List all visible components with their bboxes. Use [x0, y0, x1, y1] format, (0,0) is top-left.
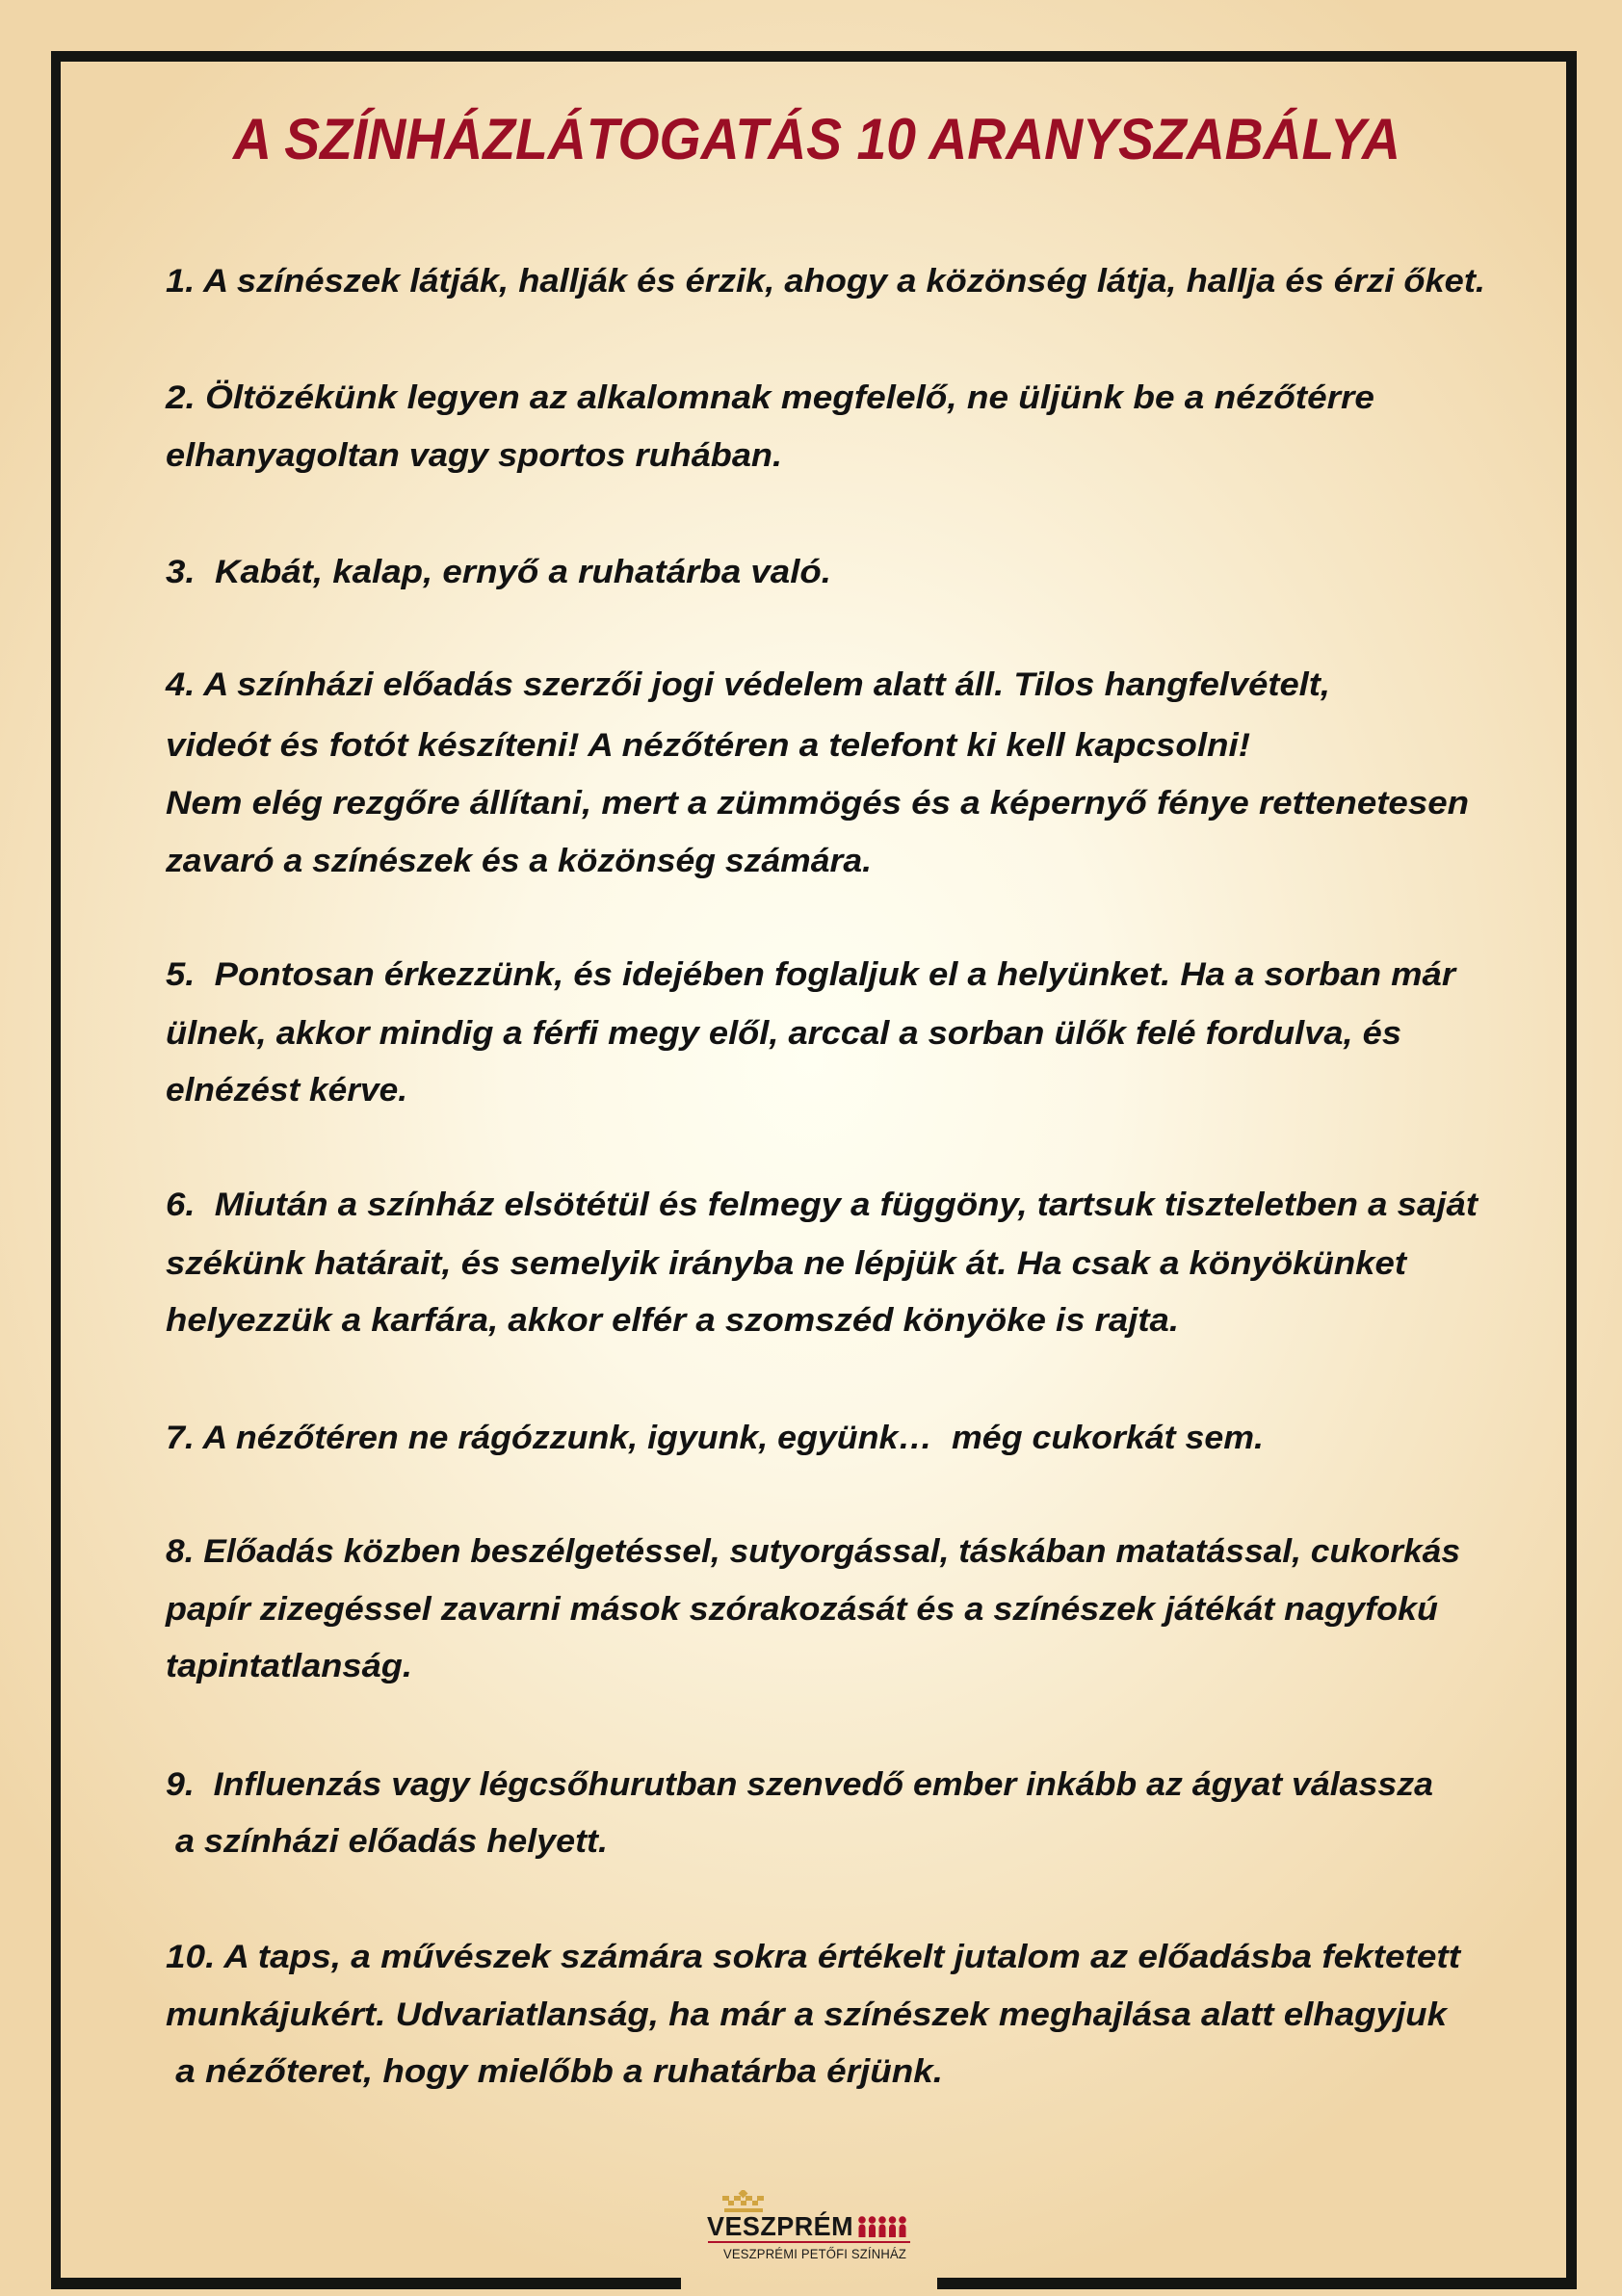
rule-text-line: 10. A taps, a művészek számára sokra értékelt jutalom az előadásba fektetett [166, 1939, 1460, 1975]
rule-text-line: munkájukért. Udvariatlanság, ha már a színészek meghajlása alatt elhagyjuk [166, 1996, 1447, 2033]
rule-text-line: 9. Influenzás vagy légcsőhurutban szenvedő ember inkább az ágyat válassza [166, 1766, 1433, 1803]
logo-underline [708, 2241, 910, 2243]
rule-text-line: ülnek, akkor mindig a férfi megy elől, arccal a sorban ülők felé fordulva, és [166, 1015, 1401, 1052]
rule-text-line: papír zizegéssel zavarni mások szórakozását és a színészek játékát nagyfokú [166, 1591, 1438, 1628]
rule-text-line: 2. Öltözékünk legyen az alkalomnak megfelelő, ne üljünk be a nézőtérre [166, 379, 1374, 416]
logo-subtitle: VESZPRÉMI PETŐFI SZÍNHÁZ [723, 2246, 906, 2261]
rule-text-line: székünk határait, és semelyik irányba ne lépjük át. Ha csak a könyökünket [166, 1245, 1406, 1282]
rule-text-line: elnézést kérve. [166, 1072, 407, 1109]
crown-icon [722, 2190, 765, 2213]
audience-figures-icon [857, 2216, 907, 2237]
rule-text-line: Nem elég rezgőre állítani, mert a zümmögés és a képernyő fénye rettenetesen [166, 785, 1469, 822]
rule-text-line: 4. A színházi előadás szerzői jogi védelem alatt áll. Tilos hangfelvételt, [166, 666, 1330, 703]
frame-bottom-right-border [937, 2278, 1577, 2289]
rule-text-line: a színházi előadás helyett. [166, 1823, 608, 1860]
rule-text-line: videót és fotót készíteni! A nézőtéren a telefont ki kell kapcsolni! [166, 727, 1250, 764]
rule-text-line: zavaró a színészek és a közönség számára. [166, 843, 872, 879]
rule-text-line: 5. Pontosan érkezzünk, és idejében foglaljuk el a helyünket. Ha a sorban már [166, 956, 1455, 993]
frame-right-border [1566, 51, 1577, 2289]
poster-title: A SZÍNHÁZLÁTOGATÁS 10 ARANYSZABÁLYA [233, 107, 1400, 171]
rule-text-line: 7. A nézőtéren ne rágózzunk, igyunk, együnk… még cukorkát sem. [166, 1420, 1264, 1456]
rule-text-line: helyezzük a karfára, akkor elfér a szomszéd könyöke is rajta. [166, 1302, 1179, 1339]
logo-wordmark: VESZPRÉM [707, 2211, 853, 2241]
rule-text-line: 1. A színészek látják, hallják és érzik, ahogy a közönség látja, hallja és érzi őket. [166, 263, 1485, 300]
frame-bottom-left-border [51, 2278, 681, 2289]
rule-text-line: a nézőteret, hogy mielőbb a ruhatárba érjünk. [166, 2053, 943, 2090]
rule-text-line: tapintatlanság. [166, 1648, 412, 1684]
rule-text-line: elhanyagoltan vagy sportos ruhában. [166, 437, 782, 474]
rule-text-line: 8. Előadás közben beszélgetéssel, sutyorgással, táskában matatással, cukorkás [166, 1533, 1460, 1570]
rule-text-line: 3. Kabát, kalap, ernyő a ruhatárba való. [166, 554, 831, 590]
rule-text-line: 6. Miután a színház elsötétül és felmegy a függöny, tartsuk tiszteletben a saját [166, 1187, 1478, 1223]
theatre-logo [703, 2184, 925, 2271]
frame-left-border [51, 51, 61, 2289]
frame-top-border [51, 51, 1577, 62]
